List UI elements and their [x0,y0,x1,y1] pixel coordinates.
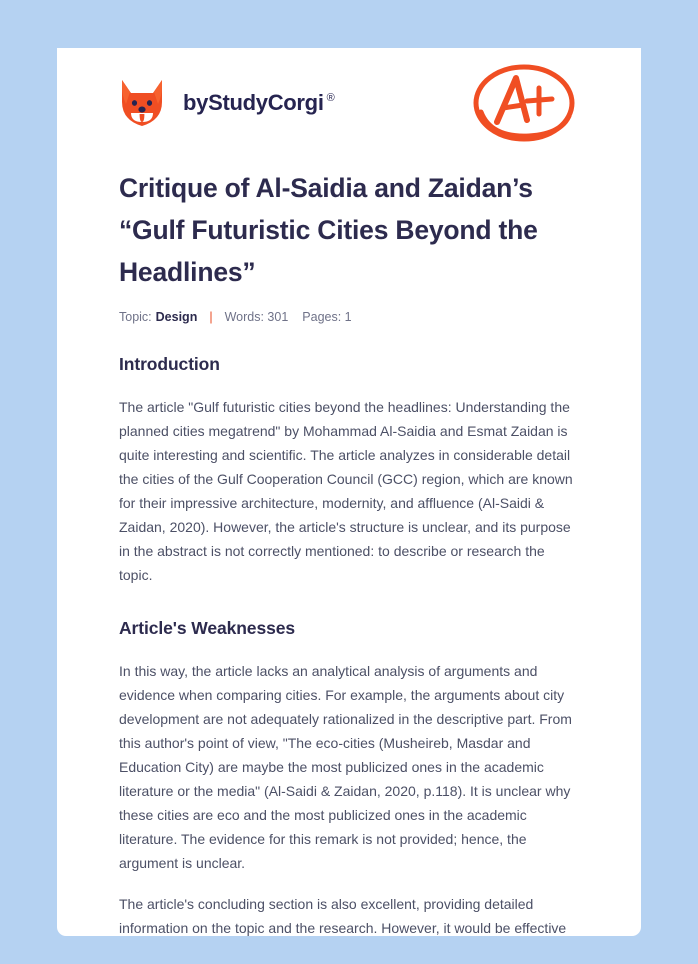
meta-separator: | [209,309,213,324]
brand-wordmark [183,92,334,114]
brand-name: StudyCorgi [208,90,324,115]
topic-label: Topic: [119,309,152,324]
pages-count: Pages: 1 [302,309,352,324]
paragraph: In this way, the article lacks an analytical analysis of arguments and evidence when comparing cities. For example, the arguments about city development are not adequately rationalized in the descriptive part. From this author's point of view, "The eco-cities (Musheireb, Masdar and Education City) are maybe the most publicized ones in the academic literature or the media" (Al-Saidi & Zaidan, 2020, p.118). It is unclear why these cities are eco and the most publicized ones in the academic literature. The evidence for this remark is not provided; hence, the argument is unclear. [119,663,572,872]
document-header [119,48,579,152]
brand-lockup [119,78,334,128]
a-plus-grade-badge-icon [469,60,579,146]
registered-trademark-icon: ® [326,92,335,104]
paragraph: The article's concluding section is also excellent, providing detailed information on the topic and the research. However, it would be effective [119,896,567,936]
corgi-face-logo-icon [119,78,165,128]
brand-prefix: by [183,90,209,115]
topic-value[interactable]: Design [155,309,198,324]
words-count: Words: 301 [224,309,289,324]
paragraph: The article "Gulf futuristic cities beyond the headlines: Understanding the planned cities megatrend" by Mohammad Al-Saidia and Esmat Zaidan is quite interesting and scientific. The article analyzes in considerable detail the cities of the Gulf Cooperation Council (GCC) region, which are known for their impressive architecture, modernity, and affluence (Al-Saidi & Zaidan, 2020). However, the article's structure is unclear, and its purpose in the abstract is not correctly mentioned: to describe or research the topic. [119,399,573,584]
section-heading-introduction: Introduction [119,354,220,375]
document-meta [119,311,579,324]
page-title: Critique of Al-Saidia and Zaidan’s “Gulf Futuristic Cities Beyond the Headlines” [119,173,538,287]
section-heading-article-weaknesses: Article's Weaknesses [119,618,295,639]
document-sheet [57,48,641,936]
